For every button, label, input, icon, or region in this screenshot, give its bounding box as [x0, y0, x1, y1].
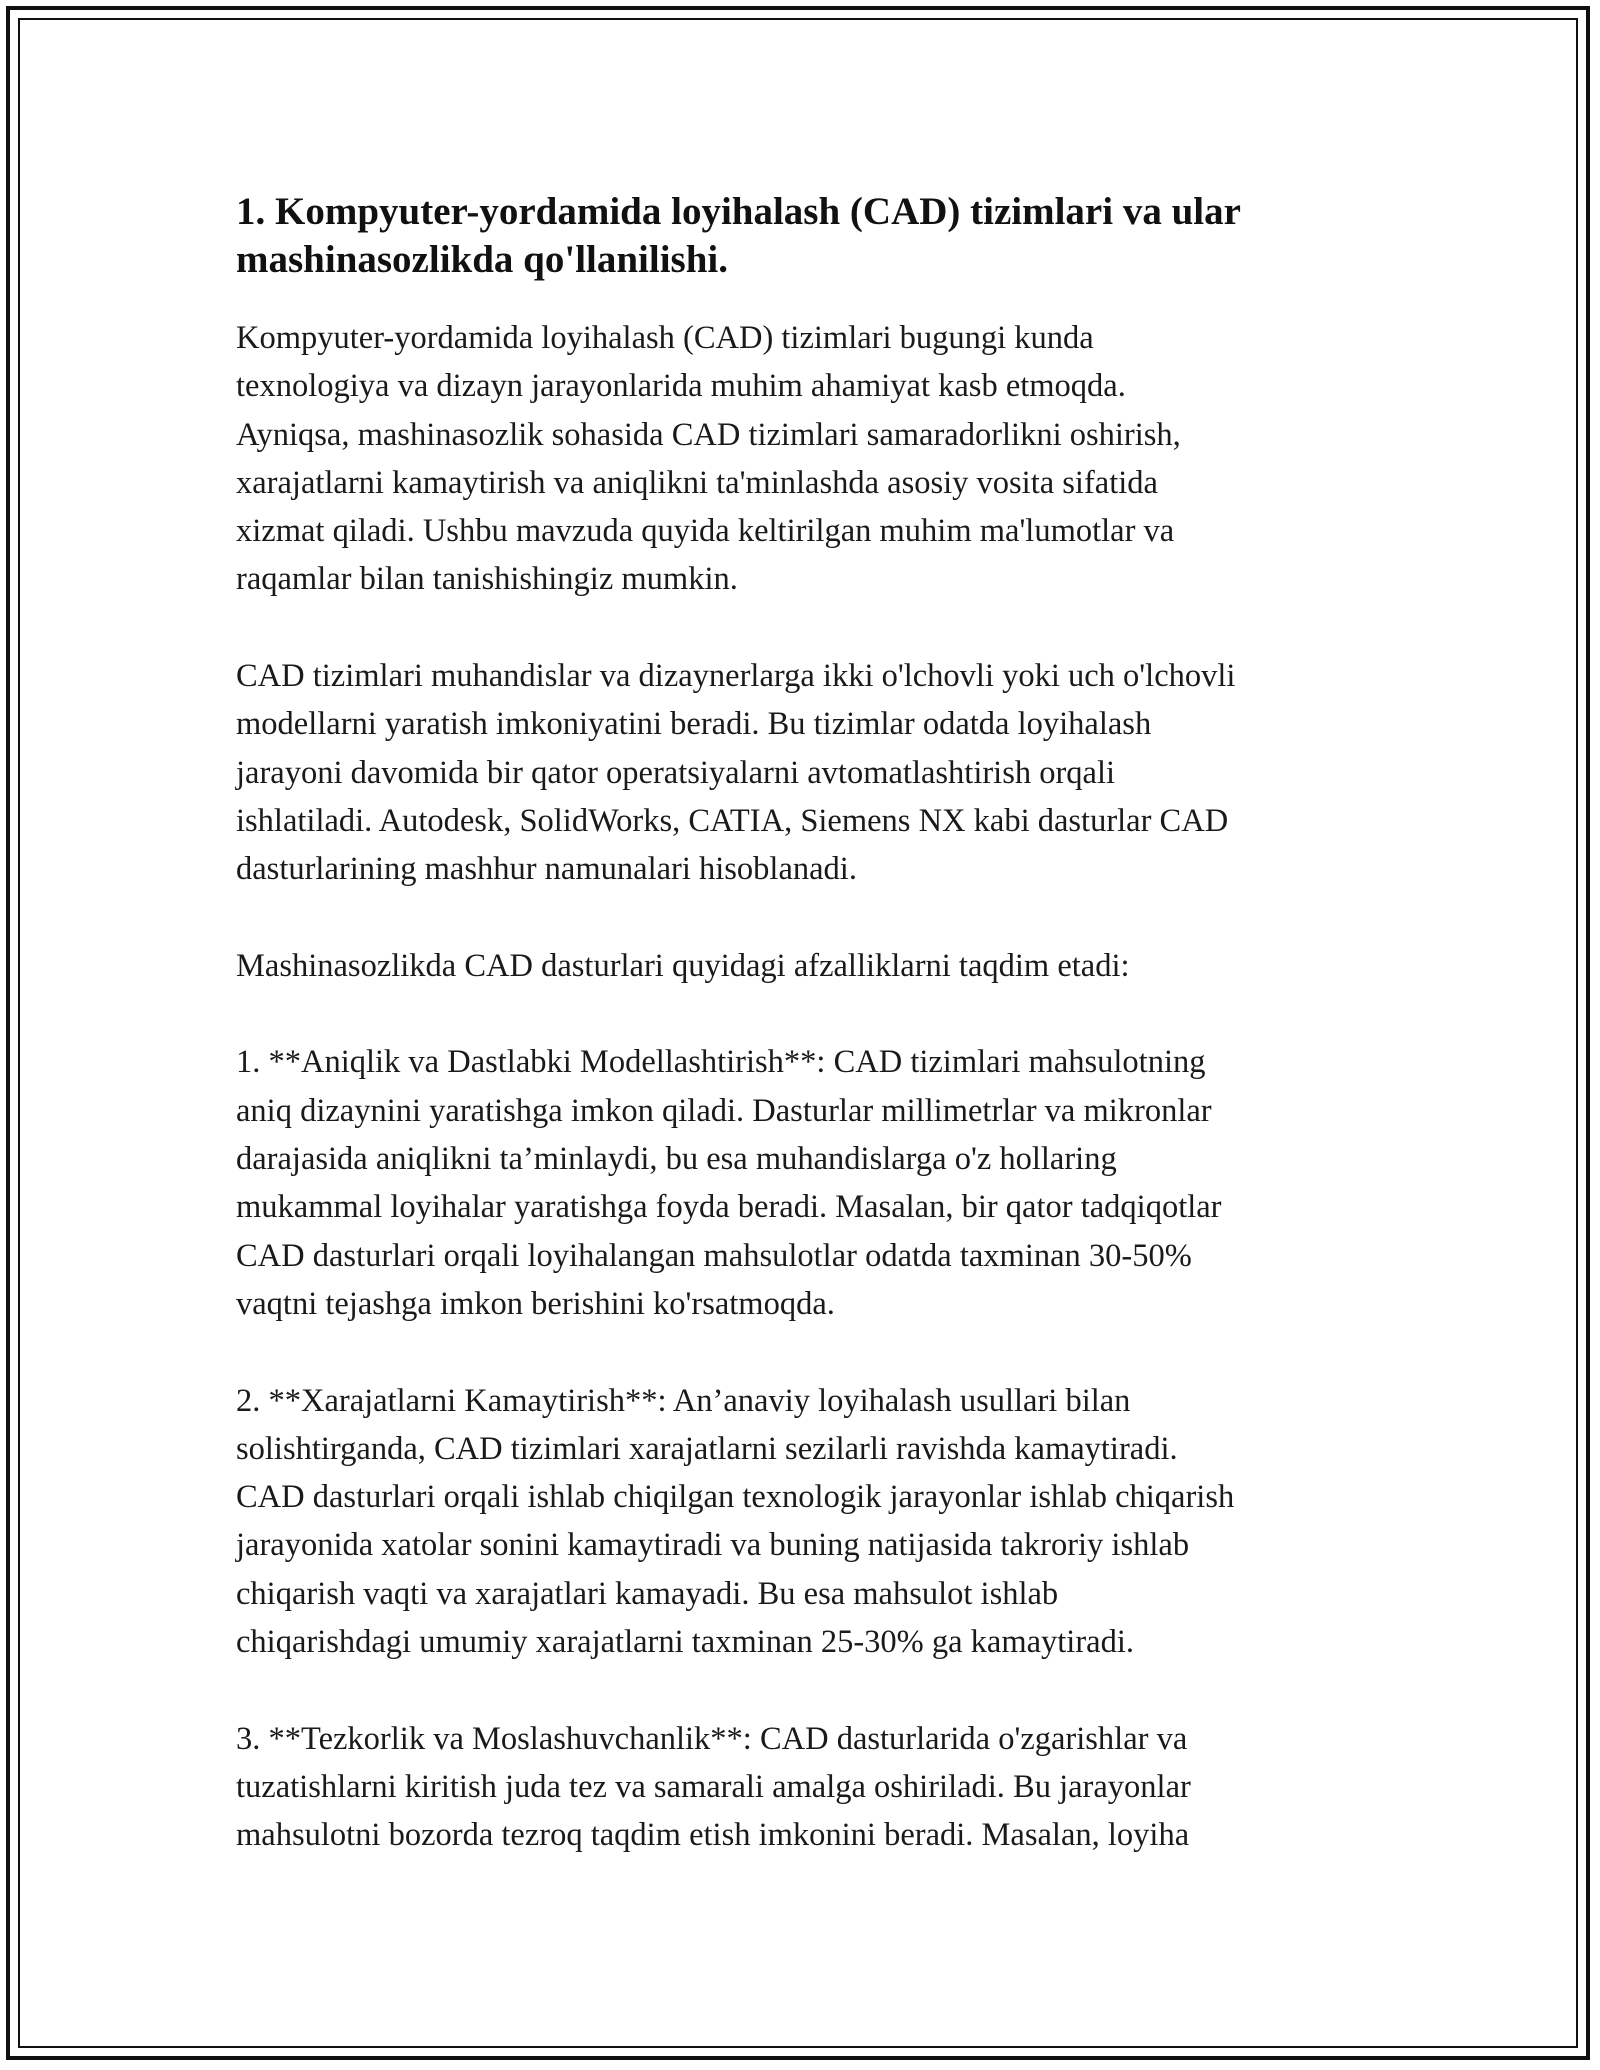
paragraph-cad-overview: CAD tizimlari muhandislar va dizaynerlarga ikki o'lchovli yoki uch o'lchovli modellarni yaratish imkoniyatini beradi. Bu tizimlar odatda loyihalash jarayoni davomida bir qator operatsiyalarni avtomatlashtirish orqali ishlatiladi. Autodesk, SolidWorks, CATIA, Siemens NX kabi dasturlar CAD dasturlarining mashhur namunalari hisoblanadi. — [236, 658, 1236, 888]
paragraph-point-speed: 3. **Tezkorlik va Moslashuvchanlik**: CAD dasturlarida o'zgarishlar va tuzatishlarni kiritish juda tez va samarali amalga oshiriladi. Bu jarayonlar mahsulotni bozorda tezroq taqdim etish imkonini beradi. Masalan, loyiha — [236, 1720, 1191, 1854]
paragraph-advantages-lead: Mashinasozlikda CAD dasturlari quyidagi afzalliklarni taqdim etadi: — [236, 947, 1130, 984]
document-body — [236, 188, 1376, 1908]
paragraph-point-accuracy: 1. **Aniqlik va Dastlabki Modellashtirish**: CAD tizimlari mahsulotning aniq dizaynini yaratishga imkon qiladi. Dasturlar millimetrlar va mikronlar darajasida aniqlikni ta’minlaydi, bu esa muhandislarga o'z hollaring mukammal loyihalar yaratishga foyda beradi. Masalan, bir qator tadqiqotlar CAD dasturlari orqali loyihalangan mahsulotlar odatda taxminan 30-50% vaqtni tejashga imkon berishini ko'rsatmoqda. — [236, 1044, 1222, 1322]
paragraph-point-costs: 2. **Xarajatlarni Kamaytirish**: An’anaviy loyihalash usullari bilan solishtirganda, CAD tizimlari xarajatlarni sezilarli ravishda kamaytiradi. CAD dasturlari orqali ishlab chiqilgan texnologik jarayonlar ishlab chiqarish jarayonida xatolar sonini kamaytiradi va buning natijasida takroriy ishlab chiqarish vaqti va xarajatlari kamayadi. Bu esa mahsulot ishlab chiqarishdagi umumiy xarajatlarni taxminan 25-30% ga kamaytiradi. — [236, 1382, 1235, 1661]
section-heading: 1. Kompyuter-yordamida loyihalash (CAD) tizimlari va ular mashinasozlikda qo'llanilishi. — [236, 190, 1241, 281]
paragraph-intro: Kompyuter-yordamida loyihalash (CAD) tizimlari bugungi kunda texnologiya va dizayn jarayonlarida muhim ahamiyat kasb etmoqda. Ayniqsa, mashinasozlik sohasida CAD tizimlari samaradorlikni oshirish, xarajatlarni kamaytirish va aniqlikni ta'minlashda asosiy vosita sifatida xizmat qiladi. Ushbu mavzuda quyida keltirilgan muhim ma'lumotlar va raqamlar bilan tanishishingiz mumkin. — [236, 320, 1181, 598]
